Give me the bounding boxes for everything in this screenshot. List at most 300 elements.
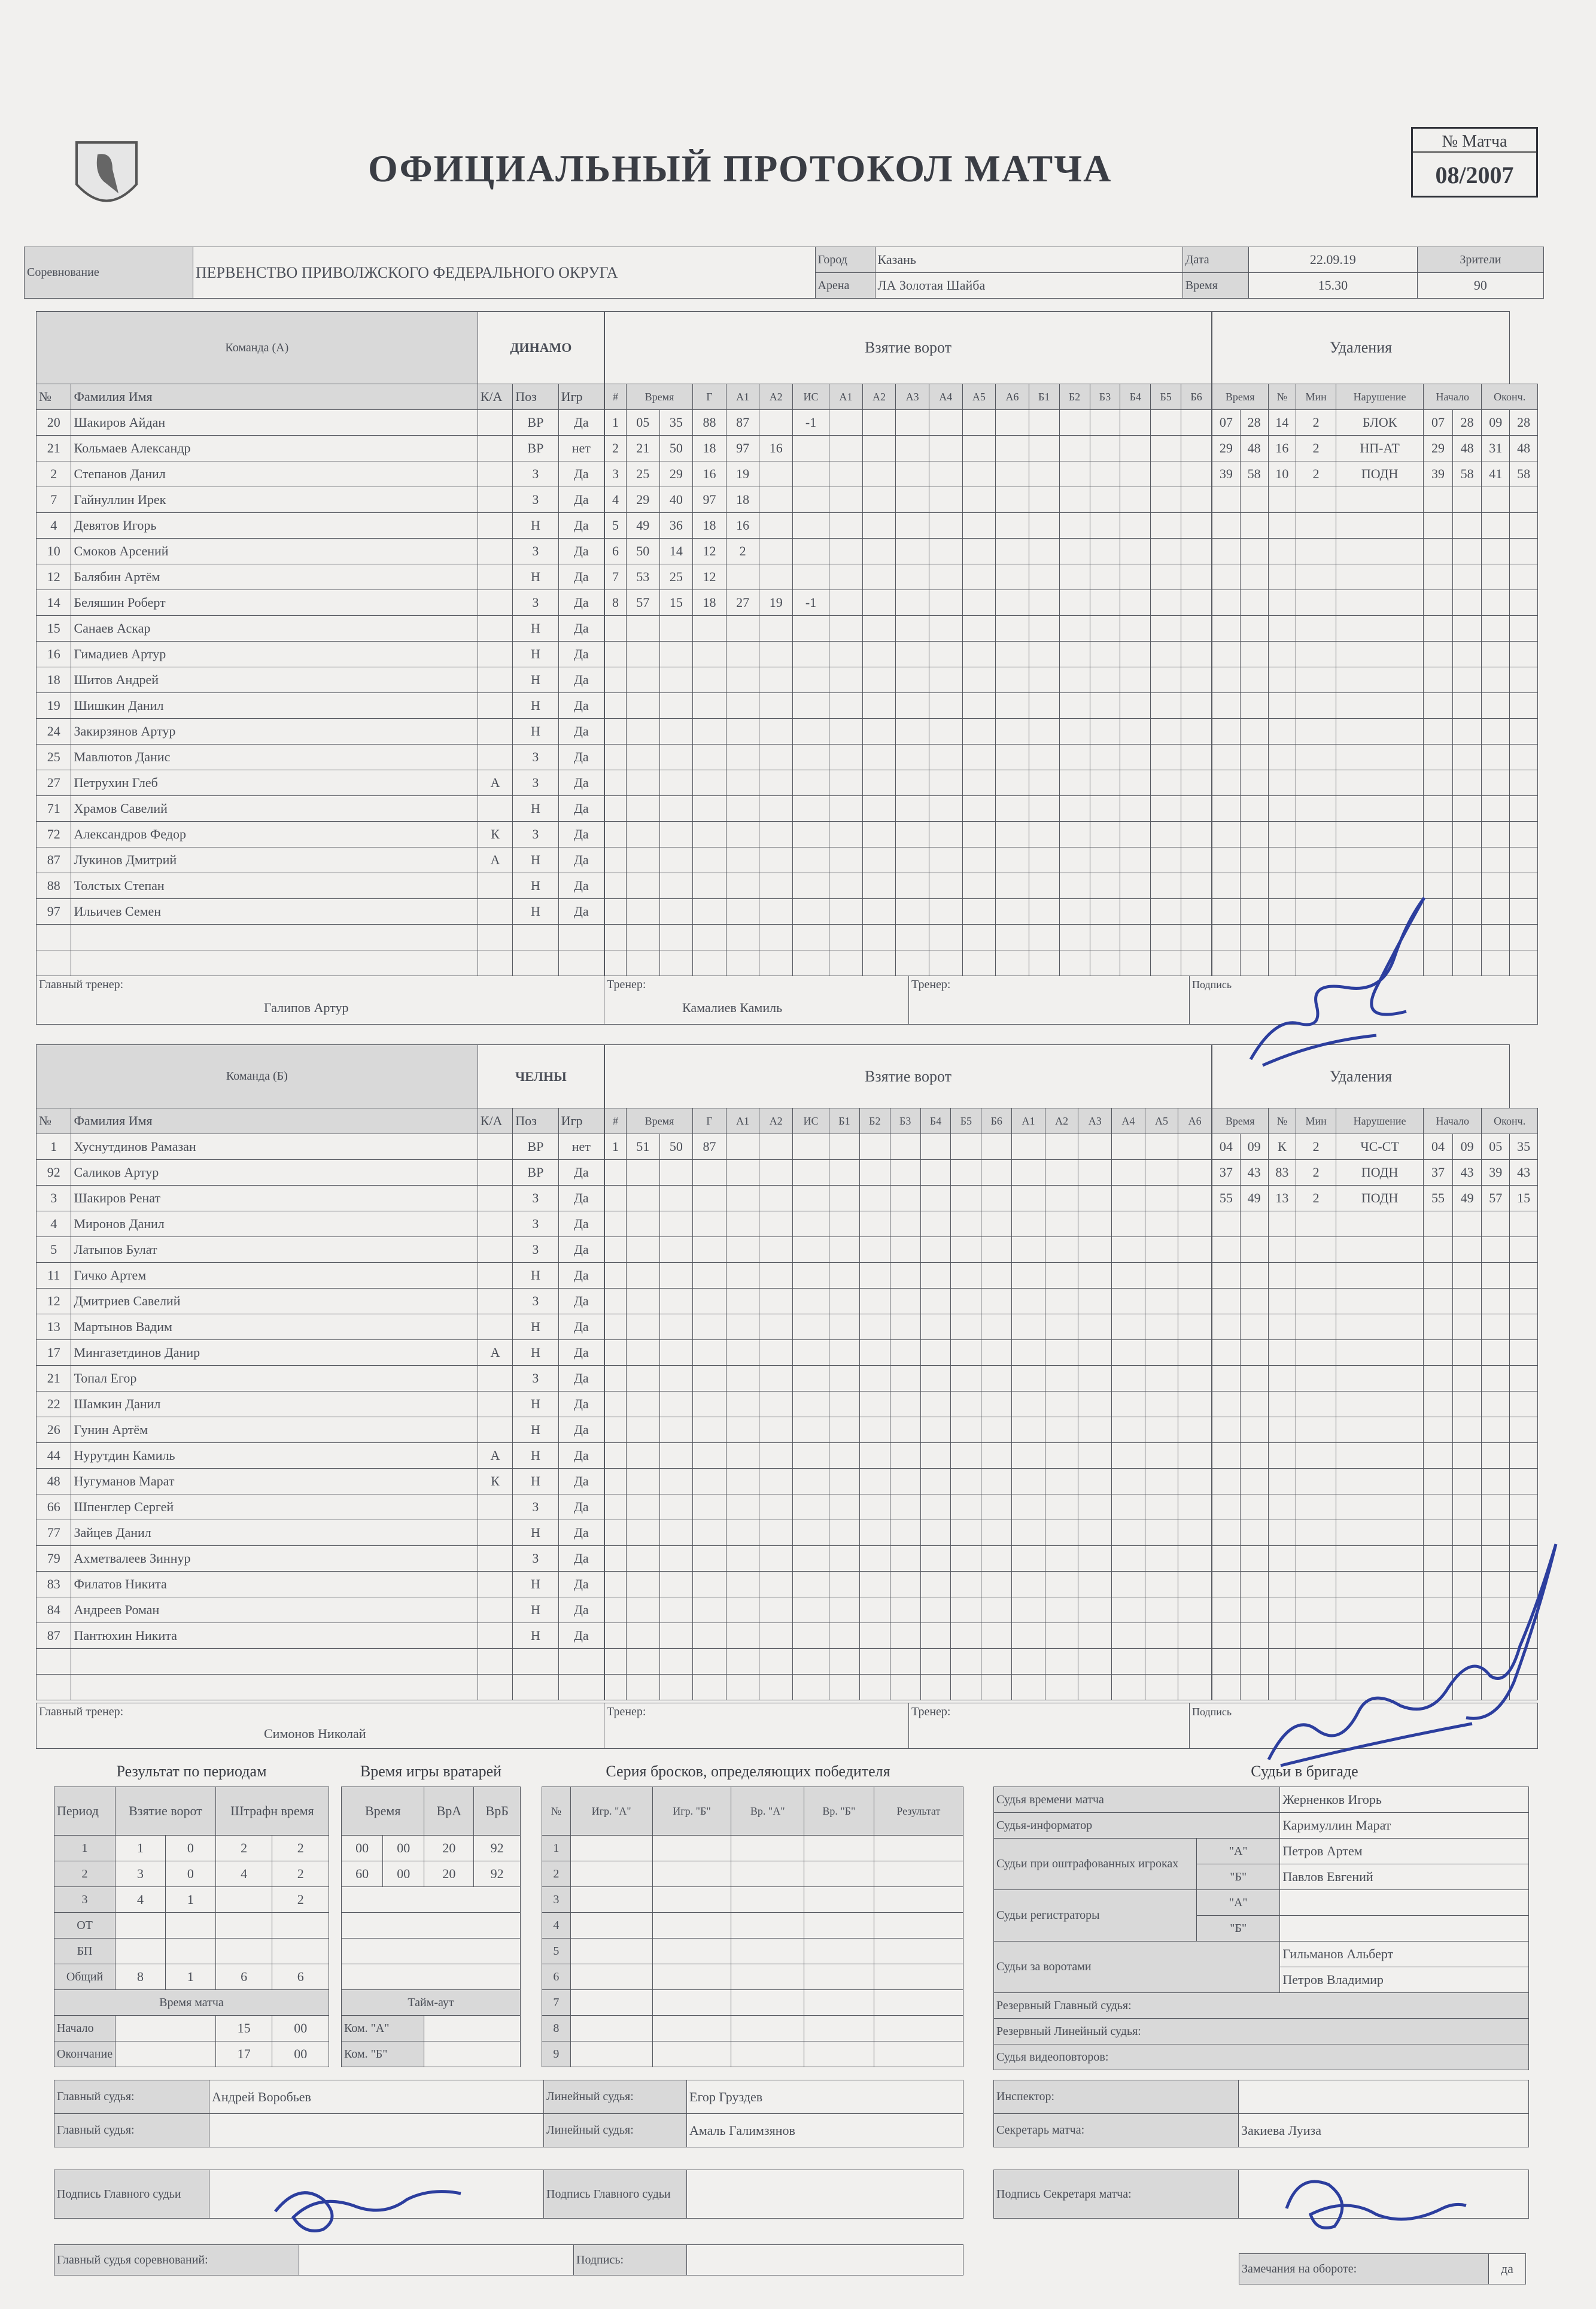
penalty-sec — [1240, 847, 1268, 873]
goal-sec: 35 — [659, 410, 693, 436]
col-name: Фамилия Имя — [71, 384, 478, 410]
goal-min — [626, 770, 659, 796]
player-name: Санаев Аскар — [71, 616, 478, 642]
on-ice-cell — [896, 822, 929, 847]
table-row — [37, 1263, 604, 1289]
on-ice-cell — [890, 1237, 920, 1263]
player-role — [478, 693, 512, 719]
goal-g — [693, 667, 726, 693]
player-number: 66 — [37, 1494, 71, 1520]
penalty-no — [1268, 1417, 1296, 1443]
on-ice-cell — [1029, 899, 1059, 925]
penalty-inf — [1336, 1211, 1424, 1237]
reserve-head-label: Резервный Главный судья: — [994, 1993, 1529, 2019]
on-ice-cell — [962, 410, 996, 436]
penalty-sec — [1240, 796, 1268, 822]
penalty-no — [1268, 1237, 1296, 1263]
on-ice-cell — [1151, 899, 1181, 925]
penalty-col-header: Оконч. — [1482, 384, 1538, 410]
player-name — [71, 1675, 478, 1700]
penalty-sec: 58 — [1240, 461, 1268, 487]
penalty-e1 — [1482, 590, 1510, 616]
emblem-icon — [71, 136, 142, 220]
on-ice-cell — [962, 616, 996, 642]
on-ice-cell — [829, 1392, 860, 1417]
player-name: Закирзянов Артур — [71, 719, 478, 745]
on-ice-cell — [1178, 1597, 1212, 1623]
penalty-mins — [1296, 745, 1336, 770]
on-ice-cell — [896, 564, 929, 590]
penalty-mins: 2 — [1296, 1186, 1336, 1211]
on-ice-cell — [1029, 745, 1059, 770]
player-position: Н — [513, 873, 558, 899]
on-ice-cell — [920, 1597, 951, 1623]
penalty-min — [1212, 487, 1241, 513]
on-ice-cell — [829, 1675, 860, 1700]
shootout-col-header: № — [542, 1787, 571, 1836]
penalty-inf — [1336, 770, 1424, 796]
on-ice-cell — [920, 1134, 951, 1160]
player-number — [37, 950, 71, 976]
on-ice-cell — [951, 1623, 981, 1649]
table-row — [37, 925, 604, 950]
goal-is — [793, 642, 829, 667]
penalty-s1: 55 — [1424, 1186, 1453, 1211]
on-ice-cell — [1120, 642, 1151, 667]
player-plays: Да — [558, 487, 604, 513]
goal-row — [605, 1186, 1212, 1211]
goal-is — [793, 1494, 829, 1520]
player-plays: Да — [558, 822, 604, 847]
shootout-cell — [652, 1964, 731, 1990]
penalty-s1 — [1424, 1417, 1453, 1443]
goal-col-header: Б3 — [1090, 384, 1120, 410]
penalty-sec — [1240, 1443, 1268, 1469]
penalty-row — [1212, 1314, 1538, 1340]
penalty-s2 — [1452, 847, 1482, 873]
referees-table — [54, 2080, 963, 2147]
penalty-s2 — [1452, 745, 1482, 770]
on-ice-cell — [859, 1160, 890, 1186]
penalty-min: 04 — [1212, 1134, 1241, 1160]
on-ice-cell — [1045, 1289, 1078, 1314]
penalty-row — [1212, 1160, 1538, 1186]
on-ice-cell — [862, 667, 896, 693]
goal-a2 — [759, 1314, 793, 1340]
penalty-mins: 2 — [1296, 461, 1336, 487]
goal-a1 — [726, 1289, 759, 1314]
goal-a1 — [726, 1494, 759, 1520]
on-ice-cell — [1059, 487, 1090, 513]
on-ice-cell — [829, 1649, 860, 1675]
on-ice-cell — [1012, 1572, 1045, 1597]
player-plays: Да — [558, 564, 604, 590]
on-ice-cell — [1120, 745, 1151, 770]
player-name: Мавлютов Данис — [71, 745, 478, 770]
on-ice-cell — [1151, 642, 1181, 667]
on-ice-cell — [1145, 1469, 1178, 1494]
goal-min — [626, 1263, 659, 1289]
on-ice-cell — [1090, 436, 1120, 461]
penalty-col-header: Время — [1212, 384, 1269, 410]
team-b-goals-table — [604, 1044, 1212, 1700]
on-ice-cell — [1078, 1649, 1112, 1675]
goal-a1 — [726, 719, 759, 745]
on-ice-cell — [1112, 1597, 1145, 1623]
player-role — [478, 719, 512, 745]
goal-is — [793, 693, 829, 719]
penalty-inf — [1336, 1289, 1424, 1314]
goal-min — [626, 899, 659, 925]
player-plays — [558, 950, 604, 976]
goal-row — [605, 1469, 1212, 1494]
table-row — [37, 642, 604, 667]
player-position: Н — [513, 667, 558, 693]
goal-judges-label: Судьи за воротами — [994, 1942, 1280, 1993]
goal-g — [693, 1392, 726, 1417]
time-value: 15.30 — [1248, 273, 1417, 299]
on-ice-cell — [1120, 667, 1151, 693]
penalty-col-header: № — [1268, 1108, 1296, 1134]
player-role — [478, 1649, 512, 1675]
penalty-s2 — [1452, 693, 1482, 719]
shootout-cell — [570, 1939, 652, 1964]
col-play: Игр — [558, 384, 604, 410]
penalty-e1 — [1482, 1469, 1510, 1494]
date-label: Дата — [1182, 247, 1248, 273]
player-position: З — [513, 1494, 558, 1520]
player-plays: Да — [558, 693, 604, 719]
remarks-value: да — [1488, 2254, 1525, 2284]
on-ice-cell — [1112, 1675, 1145, 1700]
penalty-row — [1212, 745, 1538, 770]
shootout-row — [542, 2016, 963, 2041]
periods-title: Результат по периодам — [116, 1763, 267, 1780]
penalty-e1 — [1482, 539, 1510, 564]
penalty-e2 — [1510, 950, 1538, 976]
player-name: Мингазетдинов Данир — [71, 1340, 478, 1366]
player-position: Н — [513, 1340, 558, 1366]
start-label: Начало — [54, 2016, 115, 2041]
goal-min — [626, 1211, 659, 1237]
player-number: 92 — [37, 1160, 71, 1186]
goal-is — [793, 616, 829, 642]
penalty-e1 — [1482, 950, 1510, 976]
shootout-cell — [804, 1990, 874, 2016]
penalty-e2 — [1510, 539, 1538, 564]
on-ice-cell — [1090, 667, 1120, 693]
on-ice-cell — [920, 1494, 951, 1520]
goal-sec — [659, 1623, 693, 1649]
table-row — [37, 410, 604, 436]
goal-sec — [659, 1366, 693, 1392]
table-row — [37, 1289, 604, 1314]
penalty-min — [1212, 1520, 1241, 1546]
on-ice-cell — [1078, 1366, 1112, 1392]
goal-min: 25 — [626, 461, 659, 487]
on-ice-cell — [862, 873, 896, 899]
player-role — [478, 950, 512, 976]
table-row — [37, 770, 604, 796]
on-ice-cell — [1029, 436, 1059, 461]
player-plays: Да — [558, 1597, 604, 1623]
on-ice-cell — [890, 1675, 920, 1700]
on-ice-cell — [1012, 1160, 1045, 1186]
player-position: З — [513, 1546, 558, 1572]
shootout-cell — [874, 1964, 963, 1990]
penalty-min: 29 — [1212, 436, 1241, 461]
on-ice-cell — [1059, 513, 1090, 539]
goal-g: 88 — [693, 410, 726, 436]
player-plays — [558, 1649, 604, 1675]
team-a-sign-label: Подпись — [1192, 979, 1232, 991]
goal-is — [793, 745, 829, 770]
goal-sec — [659, 667, 693, 693]
on-ice-cell — [1078, 1597, 1112, 1623]
goal-a2 — [759, 899, 793, 925]
on-ice-cell — [920, 1237, 951, 1263]
penalty-inf — [1336, 1366, 1424, 1392]
goal-a2 — [759, 822, 793, 847]
table-row — [37, 436, 604, 461]
penalty-judge-a: Петров Артем — [1280, 1839, 1529, 1864]
on-ice-cell — [1078, 1469, 1112, 1494]
col-name: Фамилия Имя — [71, 1108, 478, 1134]
on-ice-cell — [1181, 899, 1212, 925]
penalty-inf — [1336, 822, 1424, 847]
penalty-e2 — [1510, 719, 1538, 745]
team-b-label: Команда (Б) — [37, 1045, 478, 1108]
on-ice-cell — [1045, 1675, 1078, 1700]
penalty-s2 — [1452, 1211, 1482, 1237]
on-ice-cell — [1178, 1134, 1212, 1160]
player-plays: Да — [558, 1211, 604, 1237]
on-ice-cell — [1029, 847, 1059, 873]
on-ice-cell — [1012, 1520, 1045, 1546]
on-ice-cell — [996, 513, 1029, 539]
player-plays: Да — [558, 745, 604, 770]
on-ice-cell — [862, 796, 896, 822]
on-ice-cell — [859, 1314, 890, 1340]
penalty-mins — [1296, 1314, 1336, 1340]
shootout-number: 4 — [542, 1913, 571, 1939]
on-ice-cell — [1078, 1392, 1112, 1417]
penalty-inf — [1336, 1494, 1424, 1520]
goal-is — [793, 1520, 829, 1546]
on-ice-cell — [1078, 1289, 1112, 1314]
on-ice-cell — [981, 1675, 1012, 1700]
on-ice-cell — [859, 1340, 890, 1366]
on-ice-cell — [962, 590, 996, 616]
on-ice-cell — [1112, 1263, 1145, 1289]
penalty-s2 — [1452, 667, 1482, 693]
goal-min: 49 — [626, 513, 659, 539]
goal-is — [793, 461, 829, 487]
on-ice-cell — [1012, 1417, 1045, 1443]
on-ice-cell — [1178, 1392, 1212, 1417]
on-ice-cell — [1029, 461, 1059, 487]
penalty-s2 — [1452, 1443, 1482, 1469]
penalty-row — [1212, 539, 1538, 564]
on-ice-cell — [1151, 770, 1181, 796]
table-row — [37, 564, 604, 590]
penalty-sec — [1240, 1211, 1268, 1237]
penalty-e1 — [1482, 1289, 1510, 1314]
goal-a2 — [759, 847, 793, 873]
on-ice-cell — [1178, 1314, 1212, 1340]
penalty-min — [1212, 1237, 1241, 1263]
player-number: 13 — [37, 1314, 71, 1340]
goal-g — [693, 1263, 726, 1289]
on-ice-cell — [981, 1366, 1012, 1392]
goal-row — [605, 950, 1212, 976]
penalty-inf — [1336, 590, 1424, 616]
player-role: К — [478, 822, 512, 847]
match-time-title: Время матча — [54, 1990, 329, 2016]
penalty-mins: 2 — [1296, 1160, 1336, 1186]
table-row — [37, 667, 604, 693]
goal-sec — [659, 925, 693, 950]
on-ice-cell — [920, 1289, 951, 1314]
player-role — [478, 513, 512, 539]
player-plays: Да — [558, 1392, 604, 1417]
goal-min — [626, 1417, 659, 1443]
goal-n — [605, 1469, 627, 1494]
goal-a1: 2 — [726, 539, 759, 564]
on-ice-cell — [1029, 796, 1059, 822]
on-ice-cell — [1112, 1237, 1145, 1263]
timekeeper: Жерненков Игорь — [1280, 1787, 1529, 1813]
penalty-s1 — [1424, 667, 1453, 693]
goal-n — [605, 1186, 627, 1211]
penalty-min — [1212, 1340, 1241, 1366]
player-role — [478, 1597, 512, 1623]
on-ice-cell — [920, 1623, 951, 1649]
penalty-no — [1268, 1314, 1296, 1340]
on-ice-cell — [1181, 822, 1212, 847]
goal-n: 1 — [605, 410, 627, 436]
shootout-col-header: Вр. "А" — [731, 1787, 804, 1836]
table-row — [37, 1186, 604, 1211]
player-number: 72 — [37, 822, 71, 847]
on-ice-cell — [1059, 847, 1090, 873]
goal-sec — [659, 1186, 693, 1211]
on-ice-cell — [1181, 847, 1212, 873]
on-ice-cell — [1120, 487, 1151, 513]
penalty-sec — [1240, 539, 1268, 564]
penalty-s2 — [1452, 770, 1482, 796]
penalty-mins — [1296, 1237, 1336, 1263]
on-ice-cell — [962, 899, 996, 925]
on-ice-cell — [962, 487, 996, 513]
goal-min — [626, 1392, 659, 1417]
on-ice-cell — [1078, 1263, 1112, 1289]
penalty-mins — [1296, 642, 1336, 667]
goal-n — [605, 1572, 627, 1597]
penalty-e1: 09 — [1482, 410, 1510, 436]
period-ga — [115, 1939, 166, 1964]
goal-min — [626, 1675, 659, 1700]
penalty-e2 — [1510, 1340, 1538, 1366]
goal-row — [605, 1520, 1212, 1546]
penalty-row — [1212, 1237, 1538, 1263]
player-position: ВР — [513, 410, 558, 436]
penalty-min — [1212, 1623, 1241, 1649]
player-number: 18 — [37, 667, 71, 693]
player-role — [478, 1134, 512, 1160]
player-number: 10 — [37, 539, 71, 564]
player-position — [513, 1675, 558, 1700]
on-ice-cell — [1029, 564, 1059, 590]
period-pb: 2 — [272, 1836, 329, 1861]
shootout-cell — [652, 1990, 731, 2016]
on-ice-cell — [1178, 1340, 1212, 1366]
goal-a2 — [759, 1469, 793, 1494]
goal-row — [605, 667, 1212, 693]
penalty-e1 — [1482, 1443, 1510, 1469]
on-ice-cell — [981, 1494, 1012, 1520]
shootout-cell — [874, 1887, 963, 1913]
on-ice-cell — [1045, 1211, 1078, 1237]
sign-head-label: Подпись Главного судьи — [54, 2170, 209, 2219]
player-name: Гайнуллин Ирек — [71, 487, 478, 513]
goal-min — [626, 873, 659, 899]
goalie-row — [342, 1861, 521, 1887]
goal-col-header: А4 — [929, 384, 962, 410]
player-role — [478, 925, 512, 950]
goal-sec — [659, 847, 693, 873]
on-ice-cell — [920, 1366, 951, 1392]
shootout-cell — [731, 1913, 804, 1939]
goal-col-header: А2 — [759, 1108, 793, 1134]
on-ice-cell — [829, 925, 863, 950]
penalty-no — [1268, 719, 1296, 745]
penalty-mins — [1296, 719, 1336, 745]
goal-min — [626, 925, 659, 950]
goal-is — [793, 1289, 829, 1314]
on-ice-cell — [1112, 1649, 1145, 1675]
table-row — [37, 796, 604, 822]
player-number: 7 — [37, 487, 71, 513]
goal-sec — [659, 1546, 693, 1572]
on-ice-cell — [1120, 539, 1151, 564]
player-position: З — [513, 487, 558, 513]
player-role — [478, 1263, 512, 1289]
penalty-min — [1212, 770, 1241, 796]
goal-n — [605, 693, 627, 719]
penalty-e2 — [1510, 642, 1538, 667]
penalty-e2 — [1510, 487, 1538, 513]
on-ice-cell — [981, 1263, 1012, 1289]
penalty-no — [1268, 847, 1296, 873]
timeout-a-label: Ком. "А" — [342, 2016, 424, 2041]
on-ice-cell — [829, 436, 863, 461]
goal-min — [626, 1469, 659, 1494]
on-ice-cell — [1059, 461, 1090, 487]
goal-col-header: А1 — [829, 384, 863, 410]
player-plays: Да — [558, 1160, 604, 1186]
signature-team-a — [1227, 886, 1454, 1083]
player-name: Шамкин Данил — [71, 1392, 478, 1417]
penalty-mins — [1296, 667, 1336, 693]
player-position: З — [513, 770, 558, 796]
table-row — [37, 1340, 604, 1366]
on-ice-cell — [890, 1160, 920, 1186]
player-role — [478, 899, 512, 925]
penalty-min — [1212, 1546, 1241, 1572]
penalty-min: 55 — [1212, 1186, 1241, 1211]
on-ice-cell — [859, 1597, 890, 1623]
